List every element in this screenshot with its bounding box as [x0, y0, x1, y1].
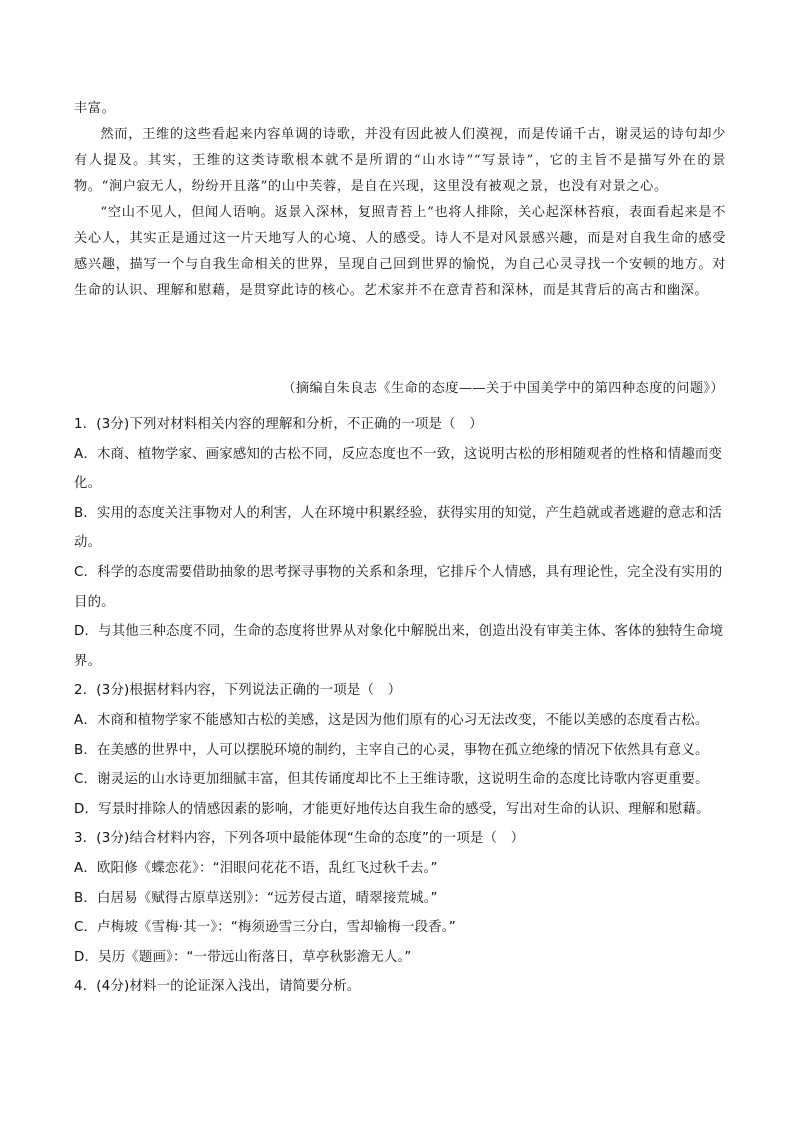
question-2-stem: 2．(3分)根据材料内容，下列说法正确的一项是（ ）	[74, 683, 402, 699]
passage-paragraph-2: “空山不见人，但闻人语响。返景入深林，复照青苔上”也将人排除，关心起深林苔痕，表面看起来是不关心人，其实正是通过这一片天地写人的心境、人的感受。诗人不是对风景感兴趣，而是对自我生命的感受感兴趣，描写一个与自我生命相关的世界，呈现自己回到世界的愉悦，为自己心灵寻找一个安顿的地方。对生命的认识、理解和慰藉，是贯穿此诗的核心。艺术家并不在意青苔和深林，而是其背后的高古和幽深。	[74, 205, 726, 298]
question-3-option-d: D．吴历《题画》：“一带远山衔落日，草亭秋影澹无人。”	[74, 949, 412, 965]
question-3-option-b: B．白居易《赋得古原草送别》：“远芳侵古道，晴翠接荒城。”	[74, 890, 438, 906]
question-2-option-d: D．写景时排除人的情感因素的影响，才能更好地传达自我生命的感受，写出对生命的认识、理解和慰藉。	[74, 801, 710, 817]
question-1-option-d: D．与其他三种态度不同，生命的态度将世界从对象化中解脱出来，创造出没有审美主体、客体的独特生命境界。	[74, 624, 724, 669]
question-list	[74, 410, 726, 1002]
question-2-option-b: B．在美感的世界中，人可以摆脱环境的制约，主宰自己的心灵，事物在孤立绝缘的情况下依然具有意义。	[74, 742, 709, 758]
question-3-option-c: C．卢梅坡《雪梅·其一》：“梅须逊雪三分白，雪却输梅一段香。”	[74, 920, 456, 936]
question-4-stem: 4．(4分)材料一的论证深入浅出，请简要分析。	[74, 979, 361, 995]
reading-passage	[74, 96, 726, 304]
question-2-option-c: C．谢灵运的山水诗更加细腻丰富，但其传诵度却比不上王维诗歌，这说明生命的态度比诗歌内容更重要。	[74, 772, 709, 788]
question-1-option-b: B．实用的态度关注事物对人的利害，人在环境中积累经验，获得实用的知觉，产生趋就或者逃避的意志和活动。	[74, 505, 723, 551]
passage-source-citation: （摘编自朱良志《生命的态度——关于中国美学中的第四种态度的问题》）	[282, 381, 724, 396]
question-1-option-c: C．科学的态度需要借助抽象的思考探寻事物的关系和条理，它排斥个人情感，具有理论性，完全没有实用的目的。	[74, 564, 723, 610]
question-3-stem: 3．(3分)结合材料内容，下列各项中最能体现“生命的态度”的一项是（ ）	[74, 831, 525, 847]
question-2-option-a: A．木商和植物学家不能感知古松的美感，这是因为他们原有的心习无法改变，不能以美感的态度看古松。	[74, 712, 709, 728]
passage-paragraph-1: 然而，王维的这些看起来内容单调的诗歌，并没有因此被人们漠视，而是传诵千古，谢灵运的诗句却少有人提及。其实，王维的这类诗歌根本就不是所谓的“山水诗”“写景诗”，它的主旨不是描写外在的景物。“涧户寂无人，纷纷开且落”的山中芙蓉，是自在兴现，这里没有被观之景，也没有对景之心。	[74, 127, 726, 194]
question-1-option-a: A．木商、植物学家、画家感知的古松不同，反应态度也不一致，这说明古松的形相随观者的性格和情趣而变化。	[74, 446, 723, 492]
passage-paragraph-0: 丰富。	[74, 101, 116, 116]
question-3-option-a: A．欧阳修《蝶恋花》：“泪眼问花花不语，乱红飞过秋千去。”	[74, 860, 438, 876]
question-1-stem: 1．(3分)下列对材料相关内容的理解和分析，不正确的一项是（ ）	[74, 417, 483, 432]
